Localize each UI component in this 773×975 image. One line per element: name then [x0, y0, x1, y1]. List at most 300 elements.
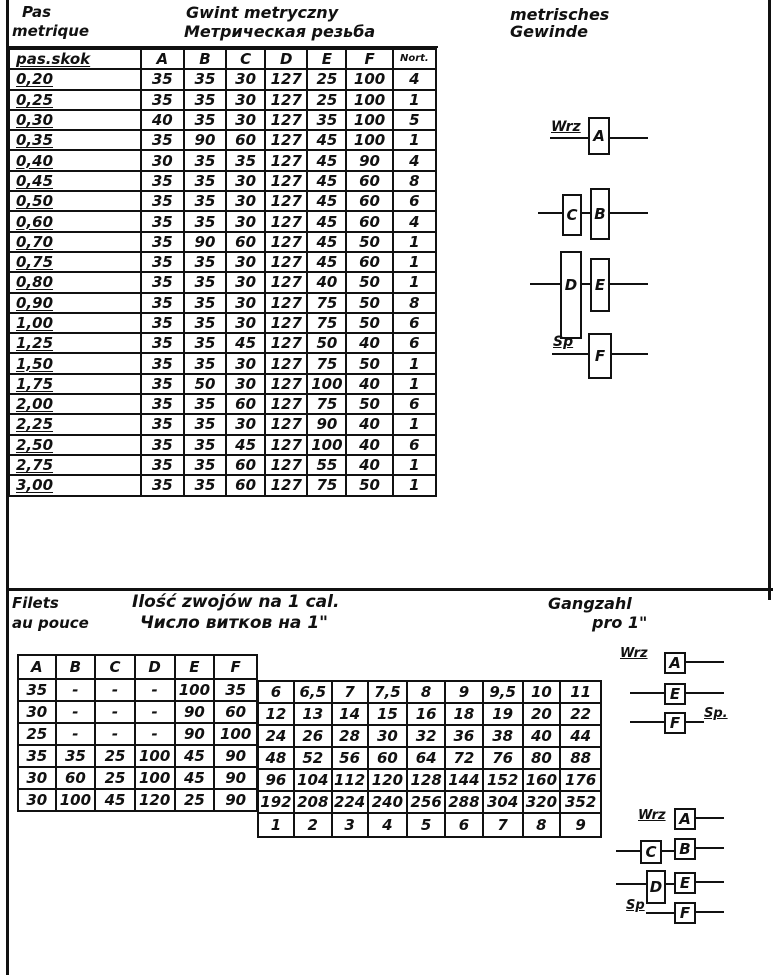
- gear-value-cell: 60: [226, 455, 265, 475]
- tpi-value-cell: 7,5: [368, 681, 408, 703]
- pitch-cell: 0,90: [9, 293, 141, 313]
- pitch-cell: 0,75: [9, 252, 141, 272]
- gear-value-cell: 100: [56, 789, 96, 811]
- gear-value-cell: 1: [393, 130, 436, 150]
- table-row: [18, 701, 257, 723]
- gear-value-cell: 35: [141, 435, 184, 455]
- tpi-value-cell: 36: [445, 725, 483, 747]
- table-row: [9, 455, 436, 475]
- gear-value-cell: 6: [393, 394, 436, 414]
- pitch-cell: 0,80: [9, 272, 141, 292]
- diagram1-line-e-right: [608, 283, 648, 285]
- gear-value-cell: 40: [346, 374, 392, 394]
- table-row: [9, 374, 436, 394]
- diagram2-gear-f: F: [664, 712, 686, 734]
- table-row: [9, 414, 436, 434]
- pitch-cell: 0,50: [9, 191, 141, 211]
- gear-value-cell: 35: [141, 293, 184, 313]
- header-fr-line2: metrique: [12, 22, 90, 40]
- gear-value-cell: 35: [141, 90, 184, 110]
- diagram2-line-a-right: [684, 661, 724, 663]
- gear-value-cell: 100: [135, 745, 175, 767]
- pitch-cell: 0,35: [9, 130, 141, 150]
- metric-table-header-cell: F: [346, 49, 392, 69]
- diagram3-line-f-right: [694, 911, 724, 913]
- tpi-value-cell: 52: [294, 747, 332, 769]
- table-row: [9, 232, 436, 252]
- diagram1-line-cb: [580, 212, 590, 214]
- tpi-value-cell: 32: [407, 725, 445, 747]
- tpi-position-row: [258, 813, 601, 837]
- gear-value-cell: 1: [393, 455, 436, 475]
- gear-value-cell: 30: [226, 293, 265, 313]
- gear-value-cell: 1: [393, 232, 436, 252]
- gear-value-cell: 45: [175, 767, 215, 789]
- gear-value-cell: 35: [184, 293, 226, 313]
- diagram3-line-e-right: [694, 881, 724, 883]
- gear-value-cell: 75: [307, 353, 346, 373]
- diagram1-gear-c: C: [562, 194, 582, 236]
- gear-value-cell: 1: [393, 252, 436, 272]
- tpi-value-cell: 9,5: [483, 681, 523, 703]
- diagram3-gear-f: F: [674, 902, 696, 924]
- bottom-header-fr-line1: Filets: [12, 594, 59, 612]
- tpi-value-cell: 120: [368, 769, 408, 791]
- tpi-position-cell: 2: [294, 813, 332, 837]
- tpi-table: [257, 680, 602, 838]
- tpi-value-cell: 152: [483, 769, 523, 791]
- tpi-value-cell: 60: [368, 747, 408, 769]
- table-row: [258, 747, 601, 769]
- gear-value-cell: 45: [307, 211, 346, 231]
- gear-value-cell: 35: [184, 313, 226, 333]
- gear-value-cell: 35: [184, 69, 226, 89]
- metric-table-header-row: [9, 49, 436, 69]
- gear-value-cell: 50: [307, 333, 346, 353]
- table-row: [9, 475, 436, 495]
- gear-value-cell: 127: [265, 110, 307, 130]
- gear-value-cell: 45: [307, 252, 346, 272]
- gear-value-cell: 127: [265, 272, 307, 292]
- tpi-value-cell: 22: [560, 703, 601, 725]
- tpi-value-cell: 56: [332, 747, 368, 769]
- tpi-value-cell: 88: [560, 747, 601, 769]
- tpi-value-cell: 176: [560, 769, 601, 791]
- gear-value-cell: 30: [226, 211, 265, 231]
- gear-value-cell: 100: [346, 130, 392, 150]
- gear-value-cell: 127: [265, 90, 307, 110]
- pitch-cell: 1,50: [9, 353, 141, 373]
- inch-gear-header-row: [18, 655, 257, 679]
- diagram2-gear-e: E: [664, 683, 686, 705]
- gear-value-cell: -: [135, 701, 175, 723]
- gear-value-cell: 127: [265, 130, 307, 150]
- gear-value-cell: 35: [184, 110, 226, 130]
- gear-value-cell: 30: [226, 191, 265, 211]
- metric-table-header-cell: Nort.: [393, 49, 436, 69]
- diagram3-line-f-left: [646, 912, 674, 914]
- gear-value-cell: 25: [307, 69, 346, 89]
- table-row: [9, 394, 436, 414]
- gear-value-cell: 35: [184, 272, 226, 292]
- gear-value-cell: 35: [184, 475, 226, 495]
- header-pl: Gwint metryczny: [186, 3, 339, 22]
- gear-value-cell: 40: [307, 272, 346, 292]
- gear-value-cell: 127: [265, 394, 307, 414]
- gear-value-cell: 25: [95, 745, 134, 767]
- tpi-value-cell: 128: [407, 769, 445, 791]
- gear-value-cell: 127: [265, 171, 307, 191]
- table-row: [9, 69, 436, 89]
- tpi-value-cell: 7: [332, 681, 368, 703]
- gear-value-cell: 50: [346, 293, 392, 313]
- gear-value-cell: 90: [214, 767, 257, 789]
- diagram2-gear-a: A: [664, 652, 686, 674]
- inch-gear-header-cell: E: [175, 655, 215, 679]
- gear-value-cell: 90: [175, 701, 215, 723]
- diagram3-wrz-label: Wrz: [638, 808, 666, 823]
- diagram3-gear-e: E: [674, 872, 696, 894]
- gear-value-cell: 30: [18, 789, 56, 811]
- diagram3-line-cb: [660, 850, 674, 852]
- gear-value-cell: 90: [214, 789, 257, 811]
- gear-value-cell: 4: [393, 150, 436, 170]
- table-row: [9, 171, 436, 191]
- table-row: [18, 745, 257, 767]
- tpi-value-cell: 96: [258, 769, 294, 791]
- divider-main: [6, 588, 773, 591]
- gear-value-cell: 60: [56, 767, 96, 789]
- pitch-cell: 3,00: [9, 475, 141, 495]
- gear-value-cell: 1: [393, 475, 436, 495]
- diagram1-gear-d: D: [560, 251, 582, 339]
- tpi-value-cell: 160: [523, 769, 561, 791]
- gear-value-cell: 25: [95, 767, 134, 789]
- diagram2-wrz-label: Wrz: [620, 646, 648, 661]
- gear-value-cell: 127: [265, 333, 307, 353]
- gear-value-cell: 6: [393, 313, 436, 333]
- table-row: [9, 211, 436, 231]
- inch-gear-header-cell: B: [56, 655, 96, 679]
- pitch-cell: 0,45: [9, 171, 141, 191]
- header-de-line2: Gewinde: [510, 22, 588, 41]
- gear-value-cell: 30: [226, 171, 265, 191]
- gear-value-cell: 35: [184, 191, 226, 211]
- diagram1-gear-a: A: [588, 117, 610, 155]
- tpi-value-cell: 80: [523, 747, 561, 769]
- gear-value-cell: 4: [393, 211, 436, 231]
- pitch-cell: 2,75: [9, 455, 141, 475]
- gear-value-cell: 35: [141, 252, 184, 272]
- tpi-value-cell: 6,5: [294, 681, 332, 703]
- tpi-value-cell: 144: [445, 769, 483, 791]
- pitch-cell: 0,40: [9, 150, 141, 170]
- header-de-line1: metrisches: [510, 5, 610, 24]
- gear-value-cell: 35: [141, 69, 184, 89]
- tpi-value-cell: 38: [483, 725, 523, 747]
- tpi-value-cell: 10: [523, 681, 561, 703]
- gear-value-cell: 127: [265, 374, 307, 394]
- gear-value-cell: 127: [265, 252, 307, 272]
- pitch-cell: 0,60: [9, 211, 141, 231]
- table-row: [9, 90, 436, 110]
- gear-value-cell: 35: [141, 394, 184, 414]
- tpi-value-cell: 104: [294, 769, 332, 791]
- pitch-cell: 2,50: [9, 435, 141, 455]
- gear-value-cell: 30: [226, 374, 265, 394]
- inch-gear-header-cell: D: [135, 655, 175, 679]
- header-ru: Метрическая резьба: [184, 22, 376, 41]
- metric-table-header-cell: B: [184, 49, 226, 69]
- gear-value-cell: 90: [175, 723, 215, 745]
- gear-value-cell: 35: [214, 679, 257, 701]
- diagram1-gear-e: E: [590, 258, 610, 312]
- pitch-cell: 0,30: [9, 110, 141, 130]
- gear-value-cell: 1: [393, 414, 436, 434]
- gear-value-cell: 30: [226, 353, 265, 373]
- table-row: [9, 130, 436, 150]
- gear-value-cell: 35: [141, 211, 184, 231]
- diagram1-line-c-left: [538, 212, 562, 214]
- tpi-value-cell: 28: [332, 725, 368, 747]
- pitch-cell: 2,00: [9, 394, 141, 414]
- table-row: [258, 725, 601, 747]
- gear-value-cell: 35: [56, 745, 96, 767]
- tpi-position-cell: 4: [368, 813, 408, 837]
- gear-value-cell: 8: [393, 171, 436, 191]
- diagram1-gear-f: F: [588, 333, 612, 379]
- tpi-position-cell: 8: [523, 813, 561, 837]
- diagram2-sp-label: Sp.: [704, 706, 728, 721]
- gear-value-cell: 35: [184, 150, 226, 170]
- gear-value-cell: 127: [265, 232, 307, 252]
- diagram1-wrz-label: Wrz: [551, 119, 581, 135]
- pitch-cell: 1,75: [9, 374, 141, 394]
- metric-table-header-cell: D: [265, 49, 307, 69]
- diagram2-line-f-right: [684, 721, 704, 723]
- gear-value-cell: 35: [184, 171, 226, 191]
- gear-value-cell: 127: [265, 191, 307, 211]
- table-row: [258, 681, 601, 703]
- diagram2-line-e-right: [684, 692, 724, 694]
- gear-value-cell: 35: [184, 435, 226, 455]
- gear-value-cell: 35: [141, 414, 184, 434]
- gear-value-cell: 100: [307, 435, 346, 455]
- gear-value-cell: 30: [226, 110, 265, 130]
- diagram2-line-f-left: [630, 721, 664, 723]
- gear-value-cell: 45: [175, 745, 215, 767]
- tpi-value-cell: 8: [407, 681, 445, 703]
- tpi-value-cell: 14: [332, 703, 368, 725]
- gear-value-cell: 127: [265, 455, 307, 475]
- metric-thread-table: [8, 48, 437, 497]
- gear-value-cell: 60: [214, 701, 257, 723]
- inch-gear-header-cell: C: [95, 655, 134, 679]
- gear-value-cell: 45: [307, 171, 346, 191]
- gear-value-cell: 45: [226, 435, 265, 455]
- diagram3-line-d-left: [616, 883, 646, 885]
- table-row: [9, 110, 436, 130]
- table-row: [9, 313, 436, 333]
- gear-value-cell: 50: [184, 374, 226, 394]
- gear-value-cell: 60: [346, 191, 392, 211]
- tpi-value-cell: 12: [258, 703, 294, 725]
- tpi-value-cell: 224: [332, 791, 368, 813]
- tpi-position-cell: 7: [483, 813, 523, 837]
- bottom-header-de-line2: pro 1": [592, 613, 648, 632]
- gear-value-cell: 100: [135, 767, 175, 789]
- pitch-cell: 2,25: [9, 414, 141, 434]
- gear-value-cell: 127: [265, 293, 307, 313]
- inch-gear-table: [17, 654, 258, 812]
- gear-value-cell: 90: [214, 745, 257, 767]
- gear-value-cell: 25: [175, 789, 215, 811]
- gear-value-cell: -: [95, 723, 134, 745]
- gear-value-cell: 127: [265, 475, 307, 495]
- table-row: [258, 791, 601, 813]
- gear-value-cell: 90: [346, 150, 392, 170]
- tpi-value-cell: 18: [445, 703, 483, 725]
- gear-value-cell: 1: [393, 374, 436, 394]
- diagram3-line-b-right: [694, 847, 724, 849]
- gear-value-cell: 60: [346, 211, 392, 231]
- gear-value-cell: -: [56, 679, 96, 701]
- gear-value-cell: 127: [265, 211, 307, 231]
- gear-value-cell: 25: [307, 90, 346, 110]
- gear-value-cell: 35: [141, 191, 184, 211]
- gear-value-cell: -: [56, 723, 96, 745]
- gear-value-cell: -: [135, 723, 175, 745]
- table-row: [18, 679, 257, 701]
- frame-right: [768, 0, 771, 600]
- tpi-value-cell: 15: [368, 703, 408, 725]
- gear-value-cell: -: [135, 679, 175, 701]
- diagram1-gear-b: B: [590, 188, 610, 240]
- gear-value-cell: 100: [175, 679, 215, 701]
- gear-value-cell: 4: [393, 69, 436, 89]
- gear-value-cell: 50: [346, 394, 392, 414]
- gear-value-cell: 35: [184, 353, 226, 373]
- bottom-header-pl: Ilość zwojów na 1 cal.: [132, 592, 340, 612]
- tpi-value-cell: 352: [560, 791, 601, 813]
- tpi-value-cell: 320: [523, 791, 561, 813]
- gear-value-cell: 45: [95, 789, 134, 811]
- diagram1-line-de: [580, 283, 590, 285]
- gear-value-cell: 40: [141, 110, 184, 130]
- pitch-cell: 0,20: [9, 69, 141, 89]
- table-row: [9, 435, 436, 455]
- gear-value-cell: 30: [226, 90, 265, 110]
- gear-value-cell: 30: [226, 252, 265, 272]
- metric-table-header-cell: pas.skok: [9, 49, 141, 69]
- diagram3-gear-d: D: [646, 870, 666, 904]
- diagram1-sp-label: Sp: [553, 334, 574, 350]
- tpi-value-cell: 192: [258, 791, 294, 813]
- gear-value-cell: 60: [226, 232, 265, 252]
- gear-value-cell: 8: [393, 293, 436, 313]
- bottom-header-de-line1: Gangzahl: [548, 594, 632, 613]
- tpi-value-cell: 19: [483, 703, 523, 725]
- table-row: [18, 723, 257, 745]
- diagram3-line-c-left: [616, 850, 640, 852]
- tpi-value-cell: 40: [523, 725, 561, 747]
- bottom-header-ru: Число витков на 1": [140, 613, 329, 633]
- inch-gear-header-cell: F: [214, 655, 257, 679]
- gear-value-cell: 100: [346, 90, 392, 110]
- gear-value-cell: 35: [141, 333, 184, 353]
- gear-value-cell: 60: [226, 130, 265, 150]
- tpi-value-cell: 44: [560, 725, 601, 747]
- gear-value-cell: 35: [141, 171, 184, 191]
- pitch-cell: 1,25: [9, 333, 141, 353]
- gear-value-cell: 35: [307, 110, 346, 130]
- table-row: [258, 703, 601, 725]
- gear-value-cell: 75: [307, 313, 346, 333]
- gear-value-cell: 35: [141, 374, 184, 394]
- tpi-position-cell: 3: [332, 813, 368, 837]
- diagram1-line-f-left: [552, 353, 588, 355]
- gear-value-cell: 6: [393, 435, 436, 455]
- gear-value-cell: 45: [307, 150, 346, 170]
- tpi-value-cell: 13: [294, 703, 332, 725]
- gear-value-cell: 127: [265, 435, 307, 455]
- tpi-value-cell: 6: [258, 681, 294, 703]
- metric-table-header-cell: C: [226, 49, 265, 69]
- gear-value-cell: 90: [184, 130, 226, 150]
- table-row: [9, 150, 436, 170]
- gear-value-cell: 1: [393, 272, 436, 292]
- gear-value-cell: 127: [265, 313, 307, 333]
- tpi-value-cell: 112: [332, 769, 368, 791]
- gear-value-cell: 50: [346, 272, 392, 292]
- gear-value-cell: 35: [184, 414, 226, 434]
- gear-value-cell: 127: [265, 414, 307, 434]
- gear-value-cell: 30: [141, 150, 184, 170]
- gear-value-cell: 75: [307, 475, 346, 495]
- gear-value-cell: 60: [346, 252, 392, 272]
- tpi-position-cell: 5: [407, 813, 445, 837]
- gear-value-cell: 45: [307, 130, 346, 150]
- gear-value-cell: 50: [346, 475, 392, 495]
- header-fr-line1: Pas: [22, 3, 52, 21]
- tpi-value-cell: 76: [483, 747, 523, 769]
- table-row: [9, 272, 436, 292]
- table-row: [9, 353, 436, 373]
- gear-value-cell: 100: [307, 374, 346, 394]
- tpi-value-cell: 304: [483, 791, 523, 813]
- inch-gear-header-cell: A: [18, 655, 56, 679]
- gear-value-cell: 30: [226, 272, 265, 292]
- gear-value-cell: 75: [307, 293, 346, 313]
- gear-value-cell: 6: [393, 333, 436, 353]
- diagram2-line-e-left: [630, 692, 664, 694]
- pitch-cell: 0,70: [9, 232, 141, 252]
- gear-value-cell: 127: [265, 150, 307, 170]
- tpi-value-cell: 256: [407, 791, 445, 813]
- tpi-value-cell: 64: [407, 747, 445, 769]
- tpi-value-cell: 288: [445, 791, 483, 813]
- gear-value-cell: 35: [141, 232, 184, 252]
- table-row: [9, 333, 436, 353]
- diagram1-line-a-left: [550, 137, 588, 139]
- diagram3-gear-a: A: [674, 808, 696, 830]
- gear-value-cell: 100: [346, 110, 392, 130]
- gear-value-cell: -: [56, 701, 96, 723]
- gear-value-cell: 100: [214, 723, 257, 745]
- diagram3-gear-b: B: [674, 838, 696, 860]
- gear-value-cell: 35: [184, 394, 226, 414]
- tpi-position-cell: 6: [445, 813, 483, 837]
